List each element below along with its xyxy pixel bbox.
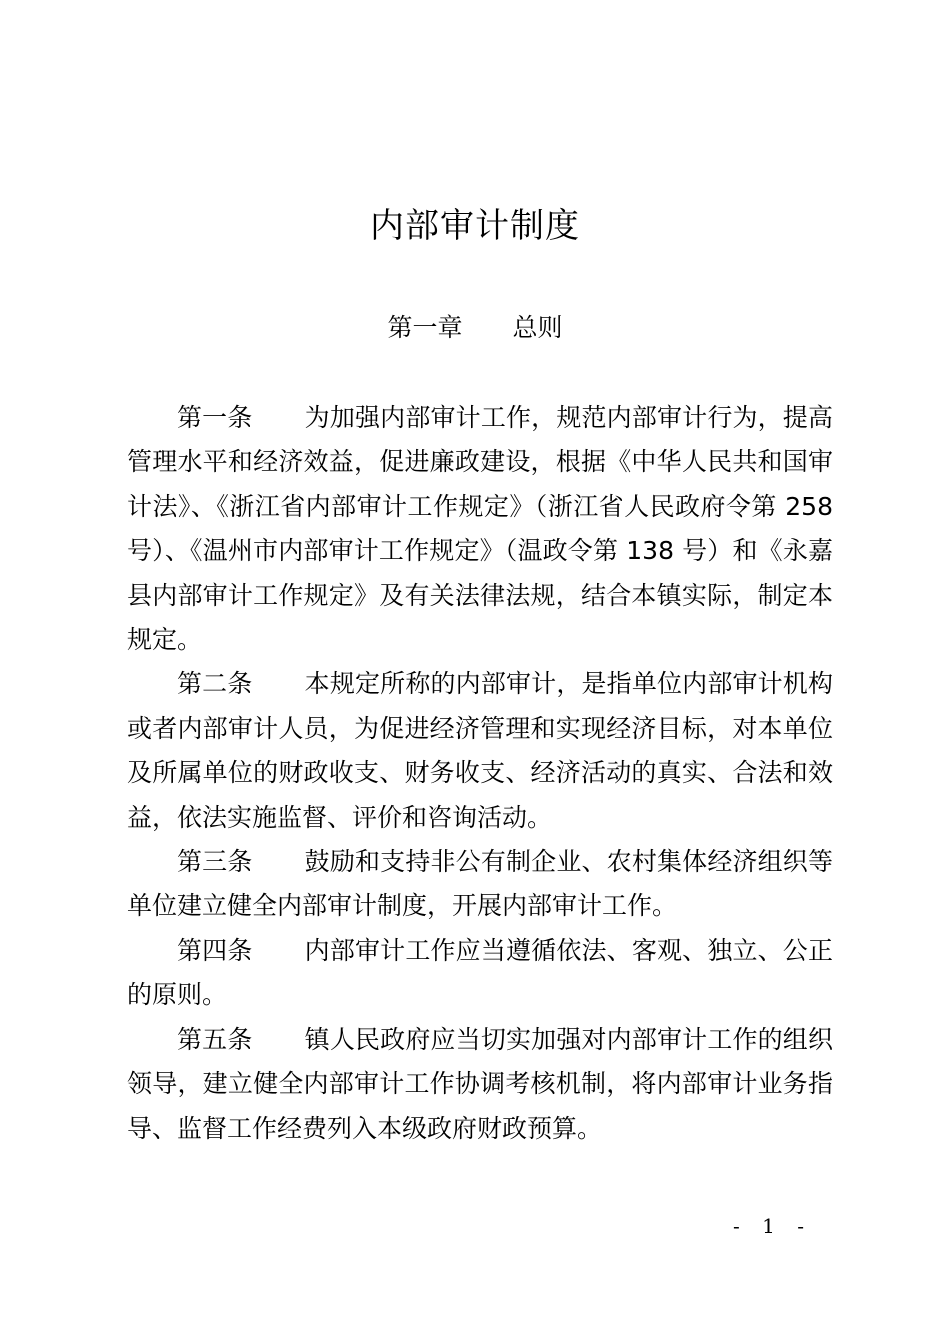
article-text: 鼓励和支持非公有制企业、农村集体经济组织等单位建立健全内部审计制度，开展内部审计工作。 bbox=[127, 847, 833, 921]
article-number: 第四条 bbox=[177, 935, 253, 965]
article-3 bbox=[127, 840, 833, 929]
article-number: 第五条 bbox=[177, 1024, 253, 1054]
page-number: - 1 - bbox=[733, 1214, 812, 1238]
article-text: 内部审计工作应当遵循依法、客观、独立、公正的原则。 bbox=[127, 935, 833, 1010]
document-title: 内部审计制度 bbox=[370, 206, 580, 246]
document-body bbox=[127, 396, 833, 1151]
article-number: 第二条 bbox=[177, 669, 253, 699]
chapter-heading bbox=[0, 311, 950, 345]
article-number: 第三条 bbox=[177, 847, 253, 877]
article-2 bbox=[127, 662, 833, 840]
chapter-name: 总则 bbox=[512, 313, 563, 342]
article-number: 第一条 bbox=[177, 403, 253, 432]
chapter-number: 第一章 bbox=[387, 313, 463, 342]
article-1 bbox=[127, 396, 833, 662]
article-text: 镇人民政府应当切实加强对内部审计工作的组织领导，建立健全内部审计工作协调考核机制，将内部审计业务指导、监督工作经费列入本级政府财政预算。 bbox=[127, 1024, 833, 1143]
article-text: 为加强内部审计工作，规范内部审计行为，提高管理水平和经济效益，促进廉政建设，根据《中华人民共和国审计法》、《浙江省内部审计工作规定》（浙江省人民政府令第 258 号）、《温州市内部审计工作规定》（温政令第 138 号）和《永嘉县内部审计工作规定》及有关法律法规，结合本镇实际，制定本规定。 bbox=[127, 403, 833, 655]
article-text: 本规定所称的内部审计，是指单位内部审计机构或者内部审计人员，为促进经济管理和实现经济目标，对本单位及所属单位的财政收支、财务收支、经济活动的真实、合法和效益，依法实施监督、评价和咨询活动。 bbox=[127, 669, 833, 832]
article-4 bbox=[127, 929, 833, 1018]
article-5 bbox=[127, 1018, 833, 1151]
